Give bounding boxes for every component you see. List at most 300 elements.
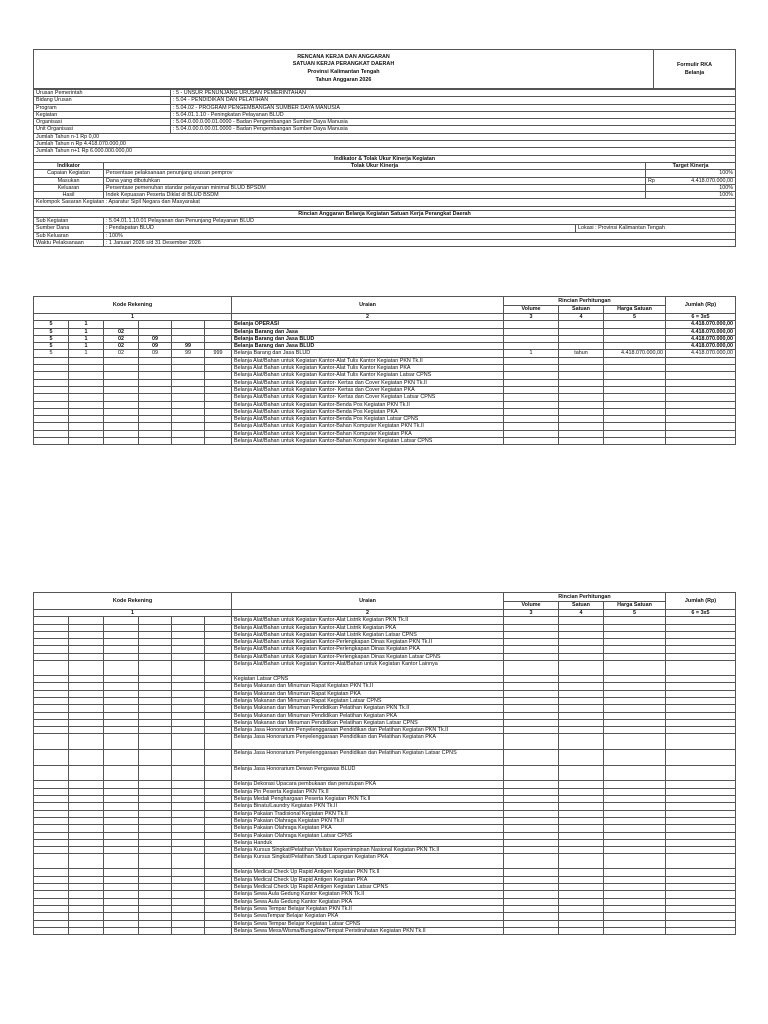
kode-cell bbox=[205, 869, 232, 876]
waktu-pelaksanaan-label: Waktu Pelaksanaan bbox=[34, 239, 104, 246]
kode-cell bbox=[172, 905, 205, 912]
item-row bbox=[34, 676, 736, 683]
uraian-cell: Belanja Pin Peserta Kegiatan PKN Tk.II bbox=[232, 788, 504, 795]
kode-cell bbox=[104, 379, 139, 386]
table-body-page-1 bbox=[34, 321, 736, 445]
kode-cell bbox=[172, 401, 205, 408]
kode-cell bbox=[205, 847, 232, 854]
amount-cell bbox=[604, 365, 666, 372]
amount-cell bbox=[604, 416, 666, 423]
amount-cell bbox=[504, 357, 559, 364]
amount-cell bbox=[559, 357, 604, 364]
kode-cell bbox=[139, 796, 172, 803]
amount-cell bbox=[604, 781, 666, 788]
kode-cell bbox=[172, 705, 205, 712]
kode-segment bbox=[172, 321, 205, 328]
kode-cell bbox=[139, 690, 172, 697]
item-row bbox=[34, 423, 736, 430]
kode-cell bbox=[139, 430, 172, 437]
amount-cell bbox=[504, 697, 559, 704]
amount-cell bbox=[666, 386, 736, 393]
kode-cell bbox=[104, 796, 139, 803]
kode-cell bbox=[34, 401, 69, 408]
kode-cell bbox=[34, 676, 69, 683]
target-kinerja bbox=[646, 170, 736, 177]
kode-cell bbox=[172, 416, 205, 423]
tolak-ukur: Persentase pelaksanaan penunjang urusan pemprov bbox=[104, 170, 646, 177]
item-row bbox=[34, 712, 736, 719]
item-row bbox=[34, 683, 736, 690]
kode-segment: 5 bbox=[34, 321, 69, 328]
amount-cell bbox=[604, 624, 666, 631]
uraian-cell: Belanja Alat/Bahan untuk Kegiatan Kantor-Alat Listrik Kegiatan PKN Tk.II bbox=[232, 617, 504, 624]
amount-cell bbox=[559, 661, 604, 676]
amount-cell bbox=[504, 653, 559, 660]
kode-cell bbox=[34, 788, 69, 795]
kode-cell bbox=[172, 750, 205, 766]
kode-segment: 1 bbox=[69, 328, 104, 335]
kode-cell bbox=[172, 712, 205, 719]
amount-cell bbox=[504, 891, 559, 898]
item-row bbox=[34, 624, 736, 631]
uraian-cell: Belanja Makanan dan Minuman Rapat Kegiatan PKN Tk.II bbox=[232, 683, 504, 690]
volume-cell bbox=[504, 328, 559, 335]
kode-cell bbox=[139, 876, 172, 883]
form-label bbox=[654, 50, 736, 89]
col-num-2: 2 bbox=[232, 314, 504, 321]
info-value: : 5.04.01.1.10 - Peningkatan Pelayanan BLUD bbox=[171, 111, 736, 118]
kode-cell bbox=[205, 803, 232, 810]
info-value: : 5.04.0.00.0.00.01.0000 - Badan Pengembangan Sumber Daya Manusia bbox=[171, 126, 736, 133]
kode-cell bbox=[139, 781, 172, 788]
indikator-row bbox=[34, 170, 736, 177]
amount-cell bbox=[666, 365, 736, 372]
amount-cell bbox=[504, 839, 559, 846]
amount-cell bbox=[666, 796, 736, 803]
kode-cell bbox=[104, 394, 139, 401]
uraian-cell: Belanja Pakaian Olahraga Kegiatan Latsar CPNS bbox=[232, 832, 504, 839]
account-row bbox=[34, 328, 736, 335]
item-row bbox=[34, 372, 736, 379]
amount-cell bbox=[666, 719, 736, 726]
indikator-name: Masukan bbox=[34, 177, 104, 184]
kode-cell bbox=[104, 639, 139, 646]
kode-cell bbox=[69, 386, 104, 393]
kode-cell bbox=[69, 891, 104, 898]
info-value: : 5 - UNSUR PENUNJANG URUSAN PEMERINTAHAN bbox=[171, 90, 736, 97]
amount-cell bbox=[604, 394, 666, 401]
kode-cell bbox=[104, 891, 139, 898]
kode-segment bbox=[172, 335, 205, 342]
kode-cell bbox=[69, 905, 104, 912]
amount-cell bbox=[666, 803, 736, 810]
kode-cell bbox=[69, 920, 104, 927]
kode-cell bbox=[172, 927, 205, 934]
account-row bbox=[34, 321, 736, 328]
kode-segment: 5 bbox=[34, 328, 69, 335]
jumlah-row bbox=[34, 141, 736, 148]
kode-cell bbox=[69, 854, 104, 869]
item-row bbox=[34, 810, 736, 817]
amount-cell bbox=[666, 781, 736, 788]
kode-cell bbox=[104, 766, 139, 781]
kode-cell bbox=[205, 788, 232, 795]
amount-cell bbox=[504, 727, 559, 734]
kode-cell bbox=[205, 386, 232, 393]
uraian-cell: Belanja Alat/Bahan untuk Kegiatan Kantor-Alat Tulis Kantor Kegiatan PKN Tk.II bbox=[232, 357, 504, 364]
jumlah-text: Jumlah Tahun n-1 Rp 0,00 bbox=[34, 133, 736, 140]
jumlah-row bbox=[34, 148, 736, 155]
kode-cell bbox=[139, 705, 172, 712]
amount-cell bbox=[604, 825, 666, 832]
info-row bbox=[34, 111, 736, 118]
kode-cell bbox=[205, 705, 232, 712]
amount-cell bbox=[504, 898, 559, 905]
kode-cell bbox=[104, 624, 139, 631]
amount-cell bbox=[604, 884, 666, 891]
amount-cell bbox=[559, 898, 604, 905]
item-row bbox=[34, 734, 736, 750]
account-row bbox=[34, 335, 736, 342]
kode-cell bbox=[139, 712, 172, 719]
amount-cell bbox=[604, 617, 666, 624]
kode-cell bbox=[205, 891, 232, 898]
kode-cell bbox=[172, 803, 205, 810]
kode-cell bbox=[205, 781, 232, 788]
item-row bbox=[34, 430, 736, 437]
amount-cell bbox=[504, 617, 559, 624]
kode-cell bbox=[104, 430, 139, 437]
harga-cell bbox=[604, 328, 666, 335]
kode-cell bbox=[172, 697, 205, 704]
kode-cell bbox=[205, 766, 232, 781]
amount-cell bbox=[559, 734, 604, 750]
table-body-page-2 bbox=[34, 617, 736, 935]
amount-cell bbox=[604, 690, 666, 697]
kode-cell bbox=[139, 788, 172, 795]
kode-segment: 1 bbox=[69, 350, 104, 357]
kode-cell bbox=[205, 438, 232, 445]
item-row bbox=[34, 920, 736, 927]
kode-cell bbox=[172, 832, 205, 839]
kode-cell bbox=[34, 372, 69, 379]
sub-kegiatan-row bbox=[34, 218, 736, 225]
kode-cell bbox=[205, 712, 232, 719]
item-row bbox=[34, 817, 736, 824]
amount-cell bbox=[666, 676, 736, 683]
kode-cell bbox=[69, 408, 104, 415]
kode-cell bbox=[172, 781, 205, 788]
kode-cell bbox=[172, 372, 205, 379]
amount-cell bbox=[559, 884, 604, 891]
kode-cell bbox=[139, 379, 172, 386]
kode-cell bbox=[34, 810, 69, 817]
kode-cell bbox=[69, 653, 104, 660]
info-value: : 5.04.02 - PROGRAM PENGEMBANGAN SUMBER DAYA MANUSIA bbox=[171, 104, 736, 111]
kode-cell bbox=[172, 408, 205, 415]
amount-cell bbox=[559, 727, 604, 734]
amount-cell bbox=[504, 372, 559, 379]
kode-segment: 999 bbox=[205, 350, 232, 357]
kode-cell bbox=[104, 719, 139, 726]
info-row bbox=[34, 97, 736, 104]
jumlah-text: Jumlah Tahun n Rp 4.418.070.000,00 bbox=[34, 141, 736, 148]
table-head-page-1 bbox=[34, 297, 736, 321]
indikator-row bbox=[34, 177, 736, 184]
volume-header: Volume bbox=[504, 601, 559, 610]
jumlah-text: Jumlah Tahun n+1 Rp 6.000.000.000,00 bbox=[34, 148, 736, 155]
amount-cell bbox=[604, 803, 666, 810]
satuan-header: Satuan bbox=[559, 601, 604, 610]
amount-cell bbox=[504, 913, 559, 920]
kode-cell bbox=[205, 727, 232, 734]
kode-segment bbox=[139, 328, 172, 335]
kode-cell bbox=[205, 825, 232, 832]
kode-cell bbox=[34, 803, 69, 810]
kode-cell bbox=[172, 847, 205, 854]
kode-cell bbox=[104, 839, 139, 846]
amount-cell bbox=[504, 631, 559, 638]
uraian-cell: Belanja Barang dan Jasa BLUD bbox=[232, 335, 504, 342]
amount-cell bbox=[504, 365, 559, 372]
uraian-cell: Belanja SewaTempar Belajar Kegiatan PKA bbox=[232, 913, 504, 920]
amount-cell bbox=[666, 423, 736, 430]
amount-cell bbox=[666, 653, 736, 660]
amount-cell bbox=[666, 869, 736, 876]
amount-cell bbox=[504, 416, 559, 423]
kode-cell bbox=[172, 690, 205, 697]
kode-cell bbox=[205, 365, 232, 372]
kode-cell bbox=[104, 631, 139, 638]
info-label: Kegiatan bbox=[34, 111, 171, 118]
amount-cell bbox=[604, 876, 666, 883]
indikator-title-row bbox=[34, 155, 736, 162]
amount-cell bbox=[559, 423, 604, 430]
amount-cell bbox=[666, 839, 736, 846]
harga-header: Harga Satuan bbox=[604, 601, 666, 610]
kode-cell bbox=[34, 423, 69, 430]
kode-cell bbox=[139, 719, 172, 726]
satuan-cell bbox=[559, 335, 604, 342]
kode-cell bbox=[104, 705, 139, 712]
kode-cell bbox=[104, 423, 139, 430]
uraian-cell: Belanja Alat/Bahan untuk Kegiatan Kantor-Benda Pos Kegiatan PKN Tk.II bbox=[232, 401, 504, 408]
amount-cell bbox=[504, 750, 559, 766]
amount-cell bbox=[559, 401, 604, 408]
kode-cell bbox=[34, 690, 69, 697]
kode-cell bbox=[104, 810, 139, 817]
item-row bbox=[34, 766, 736, 781]
kode-cell bbox=[205, 876, 232, 883]
item-row bbox=[34, 788, 736, 795]
kode-cell bbox=[104, 817, 139, 824]
uraian-cell: Belanja Jasa Honorarium Penyelenggaraan Pendidikan dan Pelatihan Kegiatan PKN Tk.II bbox=[232, 727, 504, 734]
item-row bbox=[34, 750, 736, 766]
kode-cell bbox=[205, 810, 232, 817]
uraian-cell: Belanja Kursus Singkat/Pelatihan Studi Lapangan Kegiatan PKA bbox=[232, 854, 504, 869]
amount-cell bbox=[504, 905, 559, 912]
lokasi: Lokasi : Provinsi Kalimantan Tengah bbox=[576, 225, 736, 232]
kode-cell bbox=[139, 847, 172, 854]
kode-cell bbox=[34, 766, 69, 781]
kode-cell bbox=[139, 365, 172, 372]
uraian-cell: Belanja Sewa Tempar Belajar Kegiatan PKN Tk.II bbox=[232, 905, 504, 912]
volume-header: Volume bbox=[504, 305, 559, 314]
uraian-cell: Belanja Sewa Mess/Wisma/Bungalow/Tempat Peristirahatan Kegiatan PKN Tk.II bbox=[232, 927, 504, 934]
amount-cell bbox=[666, 750, 736, 766]
kode-cell bbox=[205, 913, 232, 920]
kode-cell bbox=[172, 719, 205, 726]
uraian-cell: Belanja Alat/Bahan untuk Kegiatan Kantor-Perlengkapan Dinas Kegiatan PKA bbox=[232, 646, 504, 653]
volume-cell bbox=[504, 321, 559, 328]
item-row bbox=[34, 379, 736, 386]
col-num-3: 3 bbox=[504, 314, 559, 321]
kode-cell bbox=[205, 920, 232, 927]
kode-cell bbox=[205, 624, 232, 631]
kode-rekening-header: Kode Rekening bbox=[34, 593, 232, 610]
kode-cell bbox=[172, 891, 205, 898]
kode-cell bbox=[205, 617, 232, 624]
amount-cell bbox=[559, 394, 604, 401]
kode-segment: 09 bbox=[139, 350, 172, 357]
amount-cell bbox=[604, 898, 666, 905]
kode-cell bbox=[104, 357, 139, 364]
amount-cell bbox=[604, 891, 666, 898]
kode-cell bbox=[34, 438, 69, 445]
amount-cell bbox=[604, 676, 666, 683]
kode-segment: 02 bbox=[104, 328, 139, 335]
kode-cell bbox=[205, 423, 232, 430]
amount-cell bbox=[504, 734, 559, 750]
col-num-3: 3 bbox=[504, 610, 559, 617]
kode-cell bbox=[172, 884, 205, 891]
uraian-cell: Belanja Pakaian Tradisional Kegiatan PKN Tk.II bbox=[232, 810, 504, 817]
amount-cell bbox=[559, 624, 604, 631]
amount-cell bbox=[559, 653, 604, 660]
uraian-cell: Belanja Barang dan Jasa bbox=[232, 328, 504, 335]
kode-cell bbox=[104, 847, 139, 854]
sub-kegiatan-label: Sub Kegiatan bbox=[34, 218, 104, 225]
kode-cell bbox=[139, 766, 172, 781]
amount-cell bbox=[559, 832, 604, 839]
document-title bbox=[34, 50, 654, 89]
kode-cell bbox=[104, 365, 139, 372]
kode-cell bbox=[104, 920, 139, 927]
uraian-cell: Belanja Sewa Aula Gedung Kantor Kegiatan PKA bbox=[232, 898, 504, 905]
amount-cell bbox=[666, 408, 736, 415]
uraian-cell: Belanja OPERASI bbox=[232, 321, 504, 328]
kode-cell bbox=[172, 430, 205, 437]
amount-cell bbox=[666, 394, 736, 401]
kode-cell bbox=[104, 712, 139, 719]
kode-cell bbox=[69, 646, 104, 653]
kode-cell bbox=[104, 646, 139, 653]
column-number-row bbox=[34, 314, 736, 321]
kode-cell bbox=[205, 683, 232, 690]
amount-cell bbox=[666, 430, 736, 437]
amount-cell bbox=[504, 394, 559, 401]
info-body bbox=[34, 90, 736, 247]
kode-cell bbox=[139, 646, 172, 653]
amount-cell bbox=[559, 690, 604, 697]
kode-cell bbox=[172, 646, 205, 653]
amount-cell bbox=[559, 781, 604, 788]
amount-cell bbox=[604, 832, 666, 839]
target-value: 100% bbox=[719, 184, 734, 191]
kode-cell bbox=[104, 653, 139, 660]
sub-keluaran-value: : 100% bbox=[104, 232, 736, 239]
title-line: Provinsi Kalimantan Tengah bbox=[307, 69, 380, 75]
jumlah-row bbox=[34, 133, 736, 140]
kode-cell bbox=[69, 617, 104, 624]
item-row bbox=[34, 631, 736, 638]
kode-cell bbox=[34, 408, 69, 415]
amount-cell bbox=[559, 869, 604, 876]
item-row bbox=[34, 661, 736, 676]
kode-cell bbox=[104, 697, 139, 704]
kode-cell bbox=[69, 927, 104, 934]
uraian-cell: Belanja Alat/Bahan untuk Kegiatan Kantor- Kertas dan Cover Kegiatan Latsar CPNS bbox=[232, 394, 504, 401]
kode-cell bbox=[104, 683, 139, 690]
uraian-header: Uraian bbox=[232, 297, 504, 314]
kode-cell bbox=[172, 817, 205, 824]
kode-cell bbox=[139, 905, 172, 912]
kode-cell bbox=[34, 631, 69, 638]
kode-cell bbox=[69, 661, 104, 676]
amount-cell bbox=[504, 639, 559, 646]
kode-cell bbox=[69, 869, 104, 876]
kode-cell bbox=[69, 372, 104, 379]
amount-cell bbox=[666, 788, 736, 795]
amount-cell bbox=[604, 683, 666, 690]
kode-cell bbox=[205, 817, 232, 824]
kode-cell bbox=[69, 624, 104, 631]
uraian-cell: Belanja Medical Check Up Rapid Antigen Kegiatan Latsar CPNS bbox=[232, 884, 504, 891]
amount-cell bbox=[604, 712, 666, 719]
kode-cell bbox=[104, 913, 139, 920]
kode-cell bbox=[172, 676, 205, 683]
kode-cell bbox=[69, 727, 104, 734]
uraian-cell: Belanja Binatu/Laundry Kegiatan PKN Tk.II bbox=[232, 803, 504, 810]
rincian-header: Rincian Perhitungan bbox=[504, 593, 666, 602]
amount-cell bbox=[559, 617, 604, 624]
amount-cell bbox=[604, 727, 666, 734]
kode-cell bbox=[139, 803, 172, 810]
amount-cell bbox=[559, 854, 604, 869]
amount-cell bbox=[504, 683, 559, 690]
kode-cell bbox=[205, 676, 232, 683]
item-row bbox=[34, 705, 736, 712]
amount-cell bbox=[666, 825, 736, 832]
kode-segment bbox=[104, 321, 139, 328]
uraian-cell: Belanja Kursus Singkat/Pelatihan Visitasi Kepemimpinan Nasional Kegiatan PKN Tk.II bbox=[232, 847, 504, 854]
kode-cell bbox=[205, 653, 232, 660]
amount-cell bbox=[666, 884, 736, 891]
amount-cell bbox=[559, 386, 604, 393]
belanja-table-page-2 bbox=[33, 592, 736, 935]
kode-cell bbox=[34, 416, 69, 423]
uraian-cell: Belanja Alat/Bahan untuk Kegiatan Kantor- Kertas dan Cover Kegiatan PKN Tk.II bbox=[232, 379, 504, 386]
kode-cell bbox=[172, 913, 205, 920]
kode-cell bbox=[172, 810, 205, 817]
target-value: 4.418.070.000,00 bbox=[691, 177, 734, 184]
kode-cell bbox=[172, 869, 205, 876]
uraian-cell: Belanja Alat/Bahan untuk Kegiatan Kantor-Bahan Komputer Kegiatan Latsar CPNS bbox=[232, 438, 504, 445]
uraian-cell: Belanja Jasa Honorarium Dewan Pengawas BLUD bbox=[232, 766, 504, 781]
kode-cell bbox=[172, 438, 205, 445]
sub-keluaran-row bbox=[34, 232, 736, 239]
kode-cell bbox=[69, 423, 104, 430]
